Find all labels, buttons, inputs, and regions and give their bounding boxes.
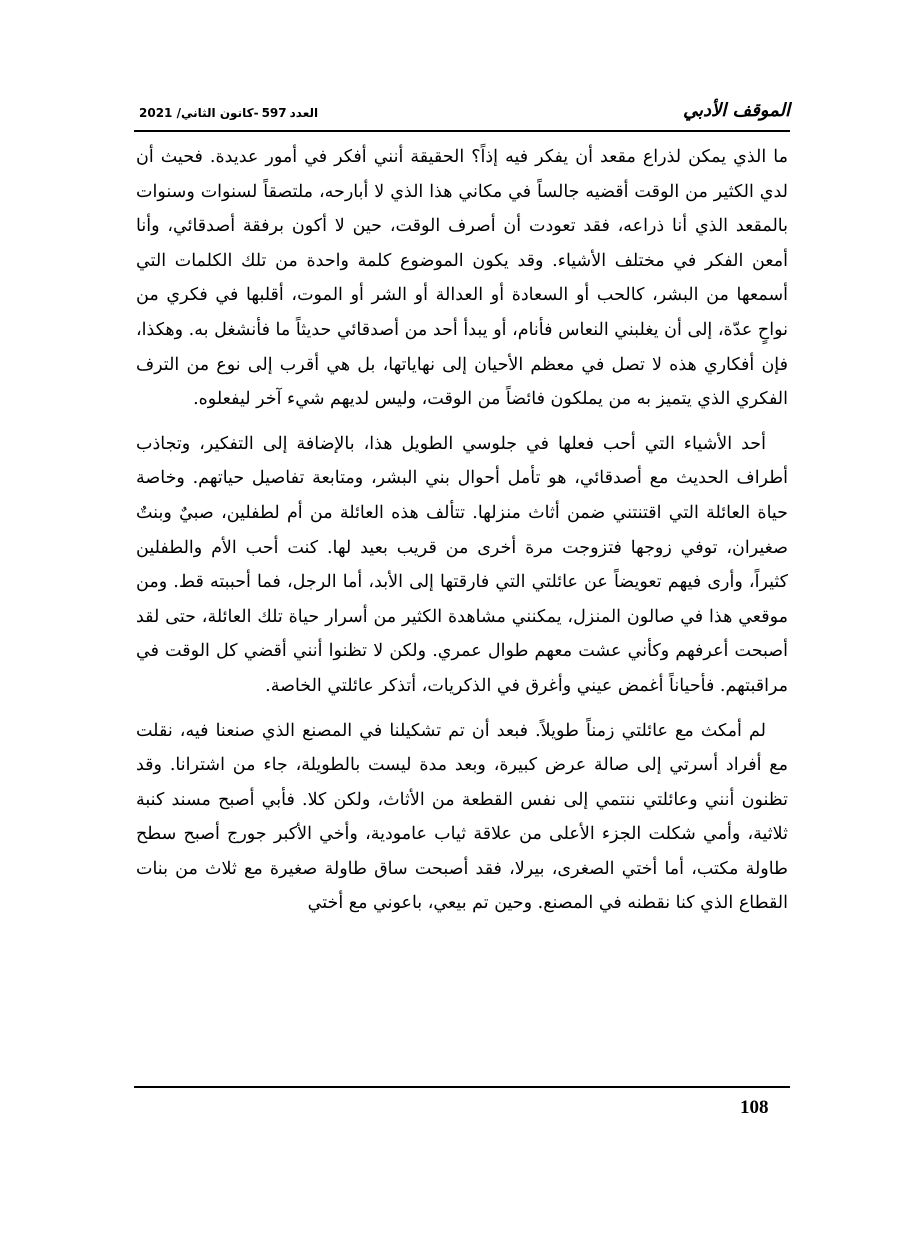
issue-info <box>136 106 318 120</box>
issue-label: العدد <box>289 106 319 120</box>
issue-number: 597 <box>261 106 287 120</box>
footer-rule <box>134 1086 790 1088</box>
header-rule <box>134 130 790 132</box>
article-body <box>136 140 788 931</box>
page-number: 108 <box>740 1097 769 1118</box>
paragraph-2: أحد الأشياء التي أحب فعلها في جلوسي الطويل هذا، بالإضافة إلى التفكير، وتجاذب أطراف الحديث مع أصدقائي، هو تأمل أحوال بني البشر، ومتابعة تفاصيل حياتهم. وخاصة حياة العائلة التي اقتنتني ضمن أثاث منزلها. تتألف هذه العائلة من أم لطفلين، صبيٌ وبنتٌ صغيران، توفي زوجها فتزوجت مرة أخرى من قريب بعيد لها. كنت أحب الأم والطفلين كثيراً، وأرى فيهم تعويضاً عن عائلتي التي فارقتها إلى الأبد، أما الرجل، فما أحببته قط. ومن موقعي هذا في صالون المنزل، يمكنني مشاهدة الكثير من أسرار حياة تلك العائلة، حتى لقد أصبحت أعرفهم وكأني عشت معهم طوال عمري. ولكن لا تظنوا أنني أقضي كل الوقت في مراقبتهم. فأحياناً أغمض عيني وأغرق في الذكريات، أتذكر عائلتي الخاصة. <box>136 433 788 696</box>
paragraph-3: لم أمكث مع عائلتي زمناً طويلاً. فبعد أن تم تشكيلنا في المصنع الذي صنعنا فيه، نقلت مع أفراد أسرتي إلى صالة عرض كبيرة، وبعد مدة ليست بالطويلة، جاء من اشترانا. وقد تظنون أنني وعائلتي ننتمي إلى نفس القطعة من الأثاث، ولكن كلا. فأبي أصبح مسند كنبة ثلاثية، وأمي شكلت الجزء الأعلى من علاقة ثياب عامودية، وأخي الأكبر جورج أصبح سطح طاولة مكتب، أما أختي الصغرى، بيرلا، فقد أصبحت ساق طاولة صغيرة مع ثلاث من بنات القطاع الذي كنا نقطنه في المصنع. وحين تم بيعي، باعوني مع أختي <box>136 720 788 914</box>
magazine-logo: الموقف الأدبي <box>683 100 790 121</box>
issue-date: -كانون الثاني/ 2021 <box>139 106 259 120</box>
paragraph-1: ما الذي يمكن لذراع مقعد أن يفكر فيه إذاً؟ الحقيقة أنني أفكر في أمور عديدة. فحيث أن لدي الكثير من الوقت أقضيه جالساً في مكاني هذا الذي لا أبارحه، ملتصقاً لسنوات وسنوات بالمقعد الذي أنا ذراعه، فقد تعودت أن أصرف الوقت، حين لا أكون برفقة أصدقائي، وأنا أمعن الفكر في مختلف الأشياء. وقد يكون الموضوع كلمة واحدة من تلك الكلمات التي أسمعها من البشر، كالحب أو السعادة أو العدالة أو الشر أو الموت، أقلبها في فكري من نواحٍ عدّة، إلى أن يغلبني النعاس فأنام، أو يبدأ أحد من أصدقائي حديثاً ما فأنشغل به. وهكذا، فإن أفكاري هذه لا تصل في معظم الأحيان إلى نهاياتها، بل هي أقرب إلى نوع من الترف الفكري الذي يتميز به من يملكون فائضاً من الوقت، وليس لديهم شيء آخر ليفعلوه. <box>136 147 788 410</box>
running-header <box>134 100 790 130</box>
